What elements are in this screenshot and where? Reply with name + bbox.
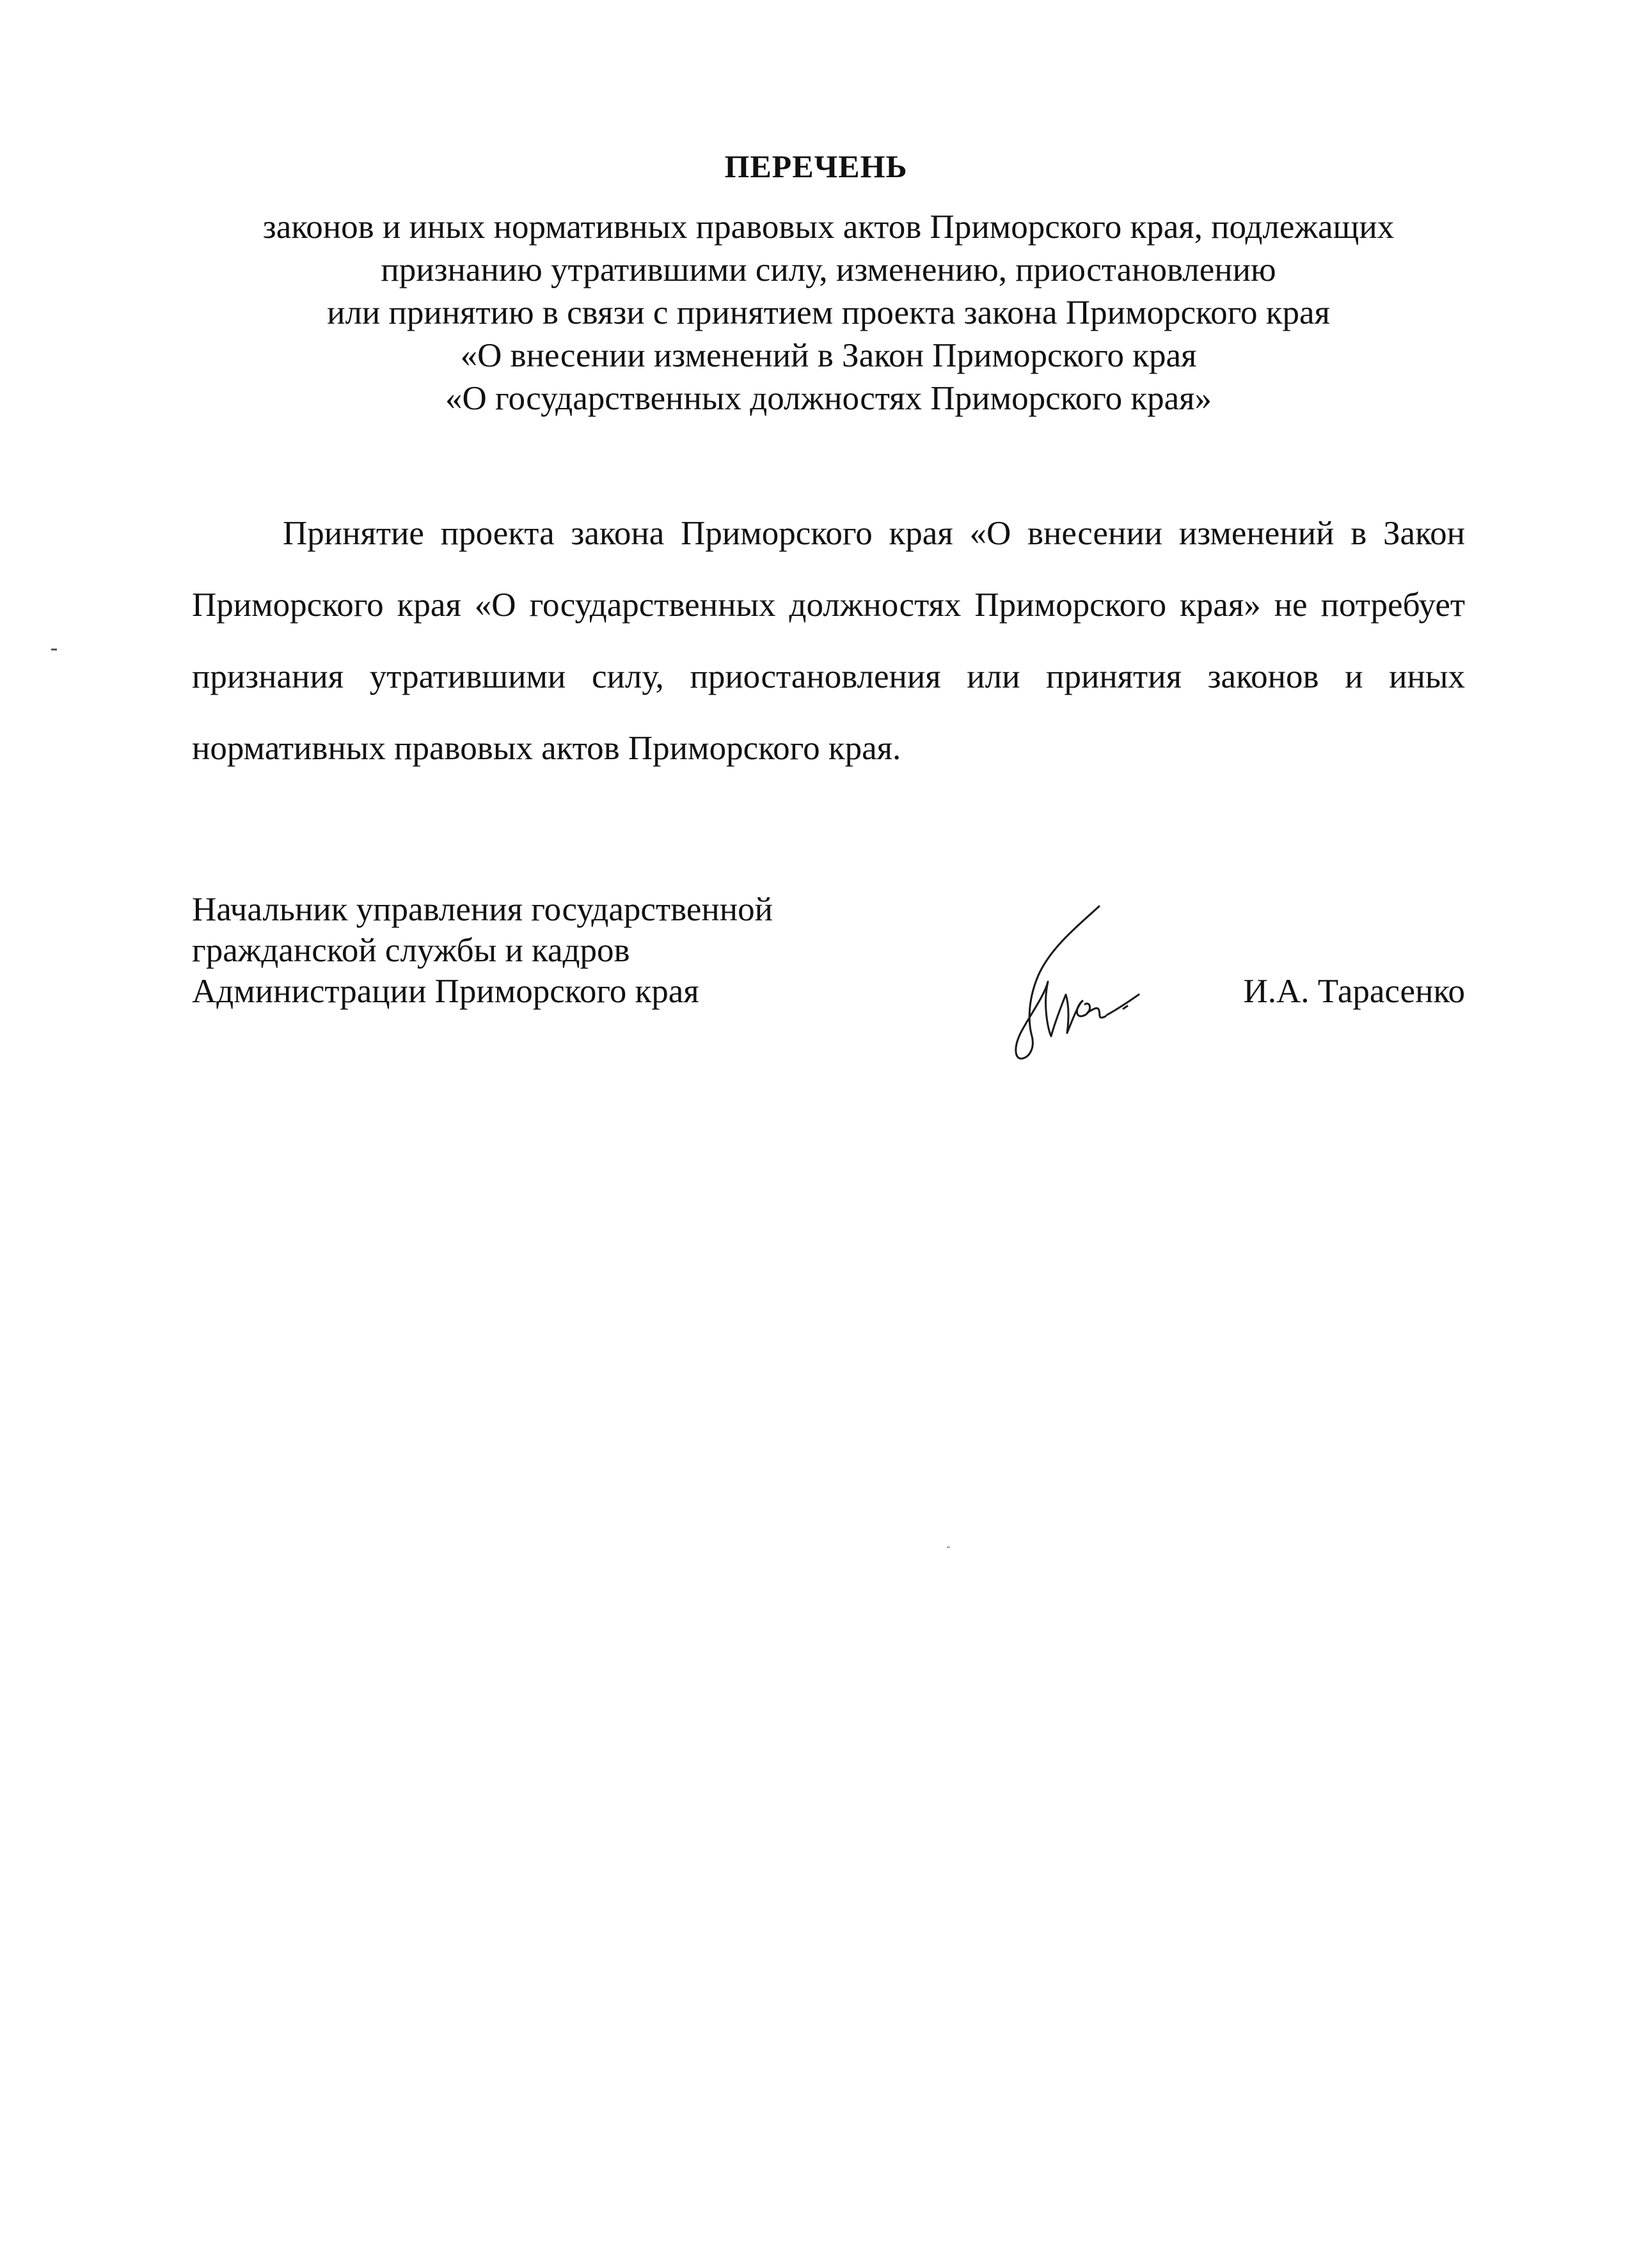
subtitle-line: «О внесении изменений в Закон Приморского края xyxy=(460,337,1197,374)
subtitle-line: «О государственных должностях Приморского края» xyxy=(445,380,1212,417)
body-paragraph: Принятие проекта закона Приморского края «О внесении изменений в Закон Приморского края «О государственных должностях Приморского края» не потребует признания утратившими силу, приостановления или принятия законов и иных нормативных правовых актов Приморского края. xyxy=(192,515,1465,767)
document-subtitle xyxy=(192,206,1465,420)
subtitle-line: законов и иных нормативных правовых актов Приморского края, подлежащих xyxy=(262,209,1395,246)
scan-artifact-mark xyxy=(51,649,57,650)
position-line: Начальник управления государственной xyxy=(192,891,773,928)
signer-name: И.А. Тарасенко xyxy=(1243,973,1465,1010)
handwritten-signature xyxy=(1003,899,1163,1065)
document-title: ПЕРЕЧЕНЬ xyxy=(724,148,908,184)
position-line: гражданской службы и кадров xyxy=(192,932,630,969)
subtitle-line: или принятию в связи с принятием проекта закона Приморского края xyxy=(327,294,1330,331)
scan-artifact-dot xyxy=(947,1547,950,1548)
subtitle-line: признанию утратившими силу, изменению, приостановлению xyxy=(381,251,1276,288)
signatory-position xyxy=(192,889,773,1012)
position-line: Администрации Приморского края xyxy=(192,973,699,1010)
